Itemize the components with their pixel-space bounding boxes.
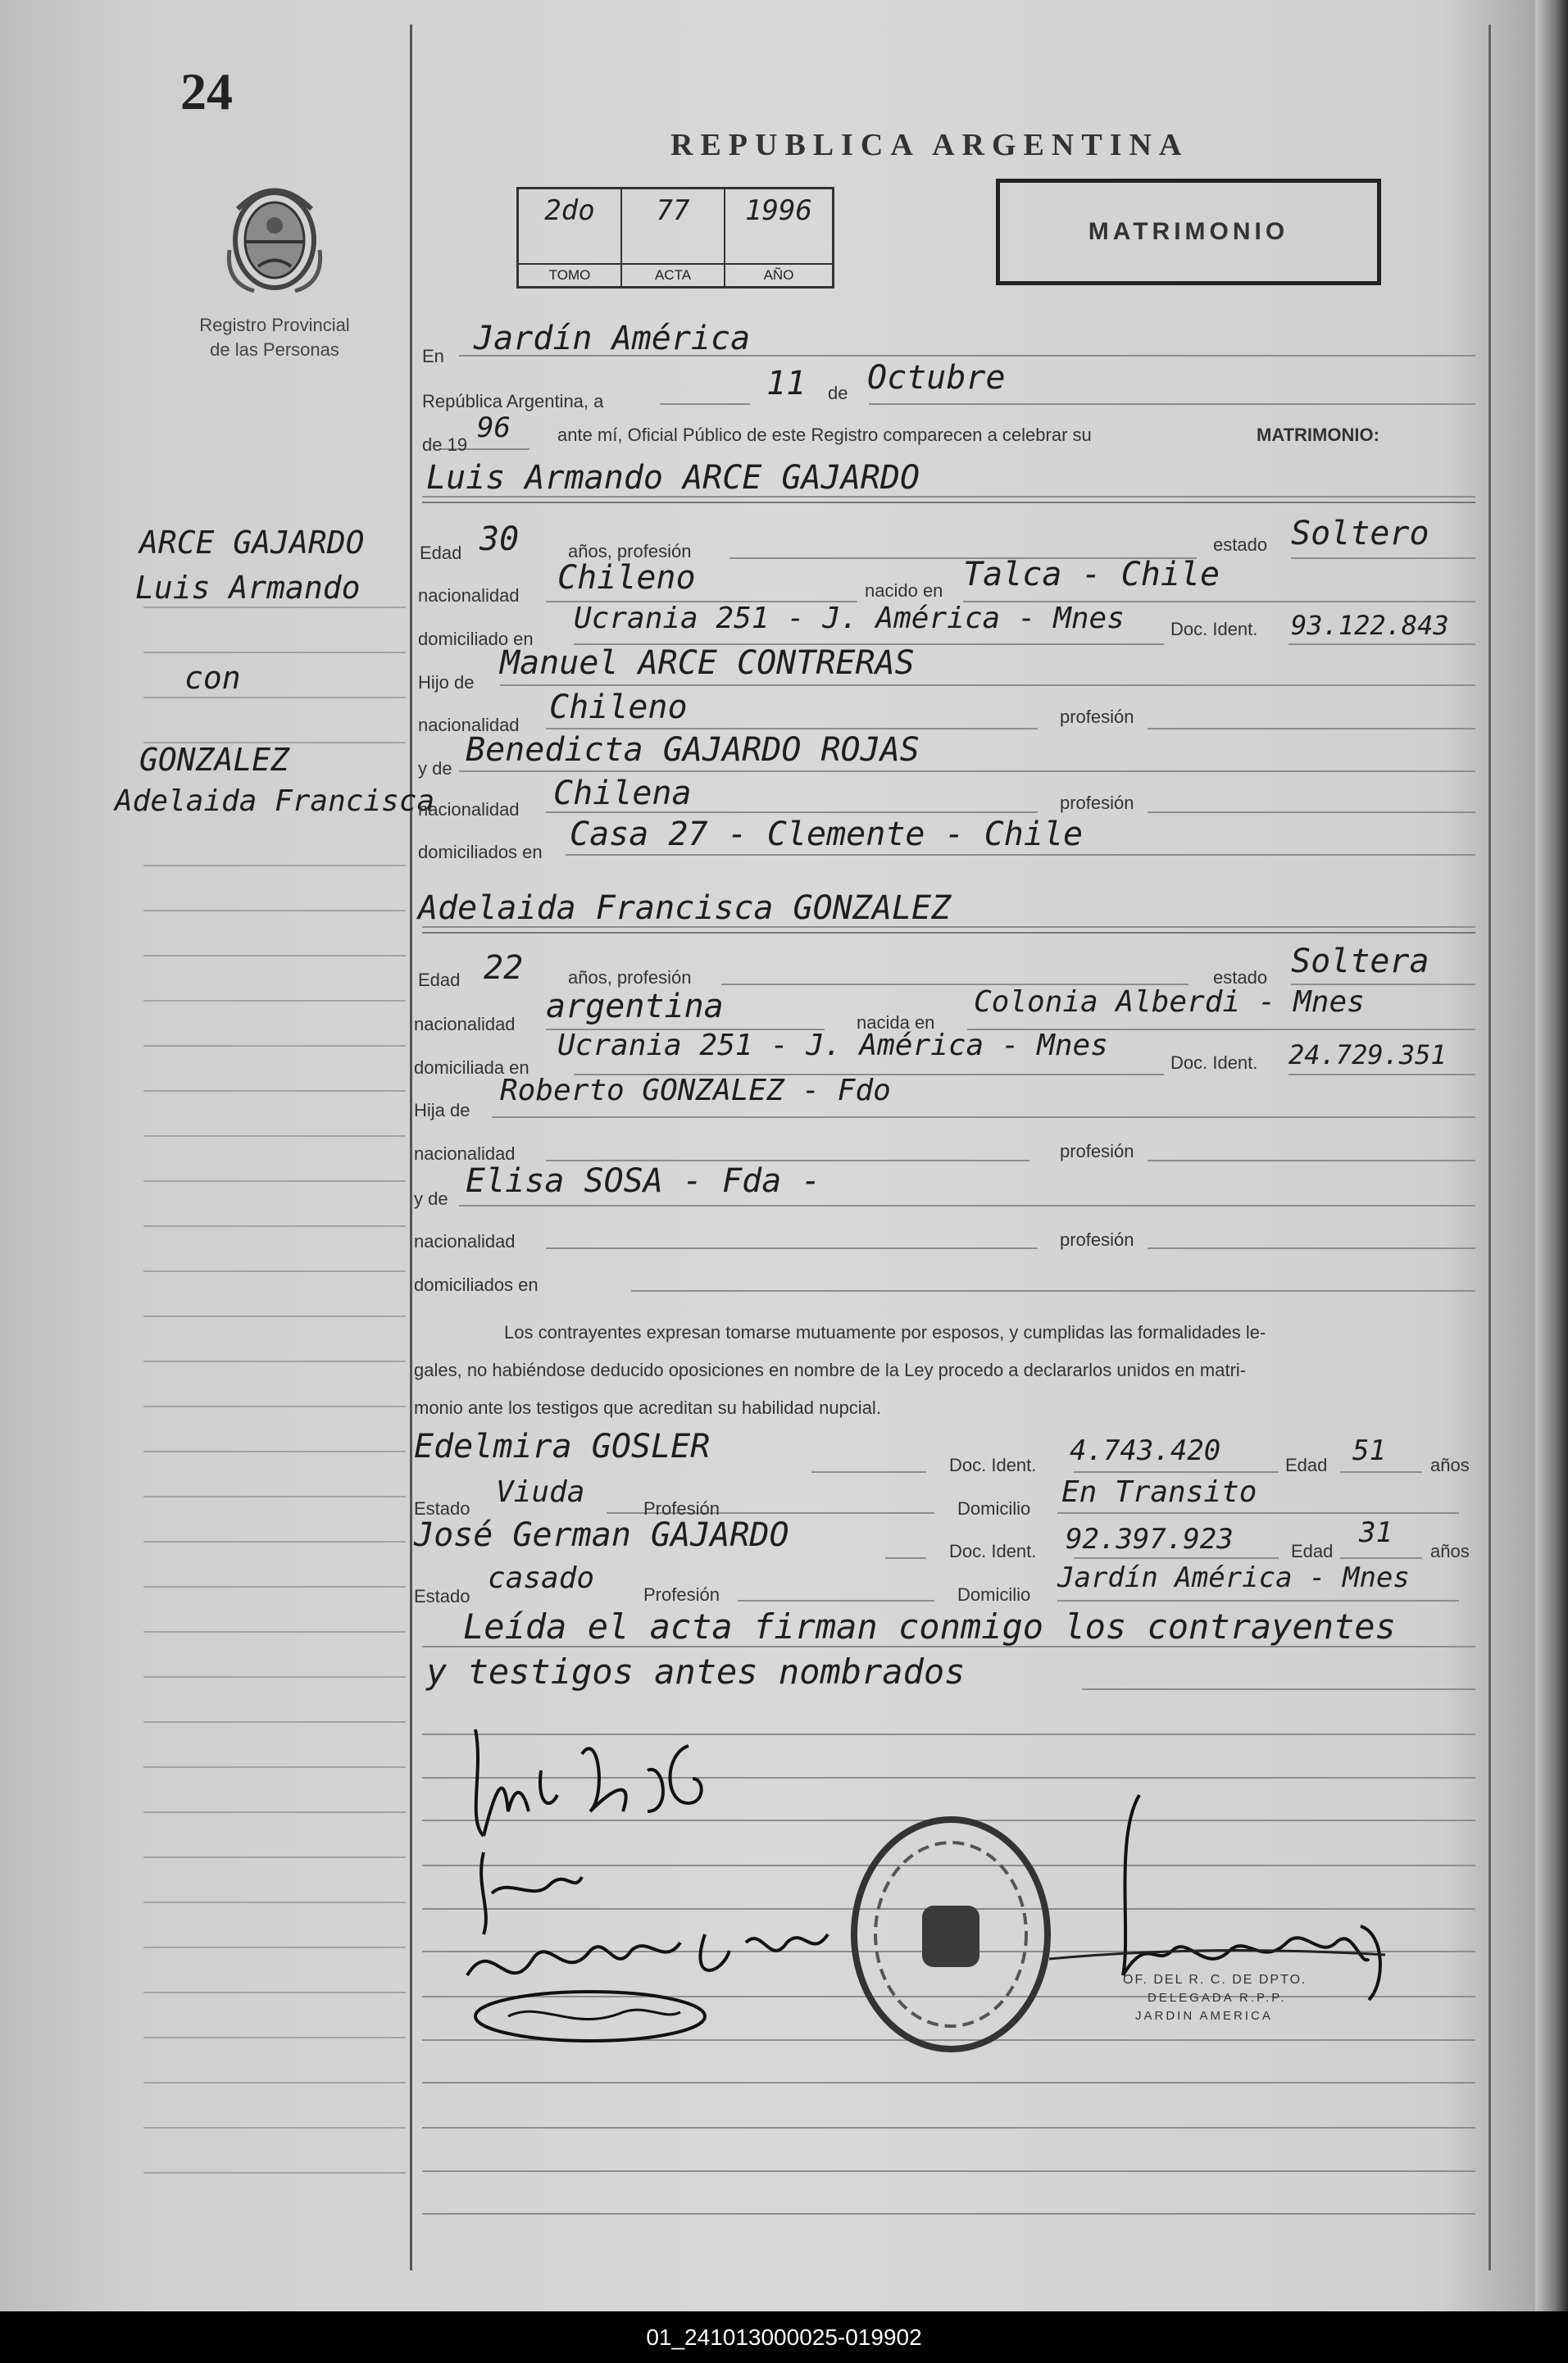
label-domiciliado-en: domiciliado en bbox=[418, 629, 534, 649]
label-anos-profesion: años, profesión bbox=[568, 541, 692, 561]
witness2-name: José German GAJARDO bbox=[414, 1516, 789, 1554]
witness1-age: 51 bbox=[1352, 1434, 1386, 1467]
label-anos: años bbox=[1430, 1541, 1470, 1561]
svg-text:DELEGADA R.P.P.: DELEGADA R.P.P. bbox=[1148, 1991, 1287, 2005]
tomo-label: TOMO bbox=[519, 263, 620, 286]
label-nacionalidad: nacionalidad bbox=[418, 799, 520, 820]
label-nacionalidad: nacionalidad bbox=[414, 1231, 516, 1252]
record-type-box: MATRIMONIO bbox=[996, 179, 1381, 285]
ano-label: AÑO bbox=[725, 263, 832, 286]
witness2-age: 31 bbox=[1359, 1516, 1393, 1549]
month-value: Octubre bbox=[867, 359, 1006, 397]
label-edad: Edad bbox=[418, 970, 461, 990]
label-anos: años bbox=[1430, 1455, 1470, 1475]
groom-domicile: Ucrania 251 - J. América - Mnes bbox=[574, 602, 1125, 635]
label-doc-ident: Doc. Ident. bbox=[1170, 619, 1258, 639]
label-profesion: profesión bbox=[1060, 1229, 1134, 1250]
margin-bride-surname: GONZALEZ bbox=[139, 742, 290, 778]
closing-line1: Leída el acta firman conmigo los contrayentes bbox=[463, 1606, 1396, 1647]
registro-line2: de las Personas bbox=[210, 339, 339, 360]
year-suffix-value: 96 bbox=[477, 411, 511, 444]
witness2-doc: 92.397.923 bbox=[1066, 1523, 1234, 1556]
bride-birthplace: Colonia Alberdi - Mnes bbox=[974, 985, 1365, 1019]
bride-estado: Soltera bbox=[1291, 943, 1429, 980]
margin-bride-names: Adelaida Francisca bbox=[115, 784, 435, 818]
label-doc-ident: Doc. Ident. bbox=[949, 1455, 1037, 1475]
groom-estado: Soltero bbox=[1291, 515, 1429, 552]
acta-cell bbox=[622, 189, 725, 286]
svg-text:OF. DEL R. C. DE DPTO.: OF. DEL R. C. DE DPTO. bbox=[1123, 1973, 1307, 1987]
bride-name: Adelaida Francisca GONZALEZ bbox=[418, 889, 952, 927]
closing-line2: y testigos antes nombrados bbox=[426, 1652, 966, 1692]
declaration-line1: Los contrayentes expresan tomarse mutuamente por esposos, y cumplidas las formalidades le- bbox=[504, 1322, 1266, 1343]
groom-age: 30 bbox=[479, 520, 520, 558]
label-comparecen: ante mí, Oficial Público de este Registro comparecen a celebrar su bbox=[557, 425, 1092, 445]
tomo-value: 2do bbox=[544, 194, 595, 227]
label-estado: estado bbox=[1213, 534, 1268, 555]
groom-parents-domicile: Casa 27 - Clemente - Chile bbox=[570, 816, 1084, 853]
groom-birthplace: Talca - Chile bbox=[963, 556, 1220, 593]
margin-divider bbox=[410, 25, 412, 2270]
label-edad: Edad bbox=[420, 543, 462, 563]
bride-nationality: argentina bbox=[546, 988, 724, 1025]
label-profesion: profesión bbox=[1060, 1141, 1134, 1161]
registro-line1: Registro Provincial bbox=[199, 315, 350, 335]
label-y-de: y de bbox=[414, 1188, 448, 1209]
label-profesion: profesión bbox=[1060, 793, 1134, 813]
label-domiciliados-en: domiciliados en bbox=[418, 842, 543, 862]
groom-nationality: Chileno bbox=[557, 559, 696, 597]
label-nacionalidad: nacionalidad bbox=[414, 1014, 516, 1034]
label-nacido-en: nacido en bbox=[865, 580, 943, 601]
bride-father: Roberto GONZALEZ - Fdo bbox=[500, 1074, 891, 1107]
label-profesion: Profesión bbox=[643, 1498, 720, 1519]
margin-surnames: ARCE GAJARDO bbox=[139, 525, 365, 561]
label-hija-de: Hija de bbox=[414, 1100, 470, 1120]
official-signature-icon bbox=[1041, 1787, 1410, 2033]
label-nacionalidad: nacionalidad bbox=[418, 585, 520, 606]
label-doc-ident: Doc. Ident. bbox=[949, 1541, 1037, 1561]
label-en: En bbox=[422, 346, 444, 366]
groom-father: Manuel ARCE CONTRERAS bbox=[500, 644, 915, 682]
label-hijo-de: Hijo de bbox=[418, 672, 475, 693]
label-de19: de 19 bbox=[422, 434, 468, 455]
groom-signature-icon bbox=[459, 1721, 738, 1844]
label-estado: estado bbox=[1213, 967, 1268, 988]
label-republica: República Argentina, a bbox=[422, 391, 604, 411]
groom-name: Luis Armando ARCE GAJARDO bbox=[426, 459, 920, 497]
declaration-line3: monio ante los testigos que acreditan su habilidad nupcial. bbox=[414, 1397, 881, 1418]
bride-doc: 24.729.351 bbox=[1288, 1039, 1447, 1070]
label-domiciliada-en: domiciliada en bbox=[414, 1057, 529, 1078]
label-anos-profesion: años, profesión bbox=[568, 967, 692, 988]
page-number: 24 bbox=[180, 62, 233, 120]
acta-label: ACTA bbox=[622, 263, 724, 286]
coat-of-arms-icon bbox=[221, 176, 328, 299]
label-domiciliados-en: domiciliados en bbox=[414, 1275, 539, 1295]
bride-domicile: Ucrania 251 - J. América - Mnes bbox=[557, 1029, 1108, 1062]
label-y-de: y de bbox=[418, 758, 452, 779]
groom-mother-nationality: Chilena bbox=[553, 775, 692, 812]
bride-witness-signatures-icon bbox=[459, 1844, 852, 2049]
label-nacida-en: nacida en bbox=[857, 1012, 935, 1033]
witness1-estado: Viuda bbox=[496, 1475, 585, 1509]
witness2-domicilio: Jardín América - Mnes bbox=[1057, 1561, 1410, 1594]
label-matrimonio-word: MATRIMONIO: bbox=[1257, 425, 1379, 445]
label-estado: Estado bbox=[414, 1586, 470, 1606]
label-edad: Edad bbox=[1291, 1541, 1334, 1561]
groom-doc: 93.122.843 bbox=[1291, 610, 1449, 641]
margin-given-names: Luis Armando bbox=[135, 570, 361, 606]
label-de: de bbox=[828, 383, 848, 403]
official-stamp-icon bbox=[840, 1807, 1061, 2061]
witness2-estado: casado bbox=[488, 1561, 595, 1595]
label-profesion: profesión bbox=[1060, 707, 1134, 727]
witness1-domicilio: En Transito bbox=[1061, 1475, 1257, 1509]
tomo-cell bbox=[519, 189, 622, 286]
label-domicilio: Domicilio bbox=[957, 1498, 1031, 1519]
groom-mother: Benedicta GAJARDO ROJAS bbox=[466, 731, 920, 769]
page-edge bbox=[1535, 0, 1568, 2311]
margin-con: con bbox=[184, 660, 241, 696]
svg-text:JARDIN AMERICA: JARDIN AMERICA bbox=[1135, 2009, 1273, 2023]
day-value: 11 bbox=[766, 365, 807, 402]
declaration-paragraph bbox=[414, 1314, 1475, 1427]
declaration-line2: gales, no habiéndose deducido oposiciones en nombre de la Ley procedo a declararlos unidos en matri- bbox=[414, 1360, 1247, 1380]
acta-value: 77 bbox=[656, 194, 690, 227]
witness1-name: Edelmira GOSLER bbox=[414, 1428, 711, 1466]
image-caption: 01_241013000025-019902 bbox=[0, 2311, 1568, 2363]
witness1-doc: 4.743.420 bbox=[1070, 1434, 1221, 1467]
label-nacionalidad: nacionalidad bbox=[418, 715, 520, 735]
ano-cell bbox=[725, 189, 832, 286]
label-doc-ident: Doc. Ident. bbox=[1170, 1052, 1258, 1073]
label-estado: Estado bbox=[414, 1498, 470, 1519]
label-nacionalidad: nacionalidad bbox=[414, 1143, 516, 1164]
groom-father-nationality: Chileno bbox=[549, 688, 688, 726]
bride-mother: Elisa SOSA - Fda - bbox=[466, 1162, 821, 1200]
place-value: Jardín América bbox=[474, 320, 751, 357]
label-profesion: Profesión bbox=[643, 1584, 720, 1605]
page-header: REPUBLICA ARGENTINA bbox=[670, 128, 1189, 162]
ano-value: 1996 bbox=[745, 194, 812, 227]
registro-label bbox=[139, 313, 410, 362]
label-domicilio: Domicilio bbox=[957, 1584, 1031, 1605]
bride-age: 22 bbox=[484, 949, 524, 987]
right-border bbox=[1488, 25, 1491, 2270]
acta-box bbox=[516, 187, 834, 289]
label-edad: Edad bbox=[1285, 1455, 1328, 1475]
